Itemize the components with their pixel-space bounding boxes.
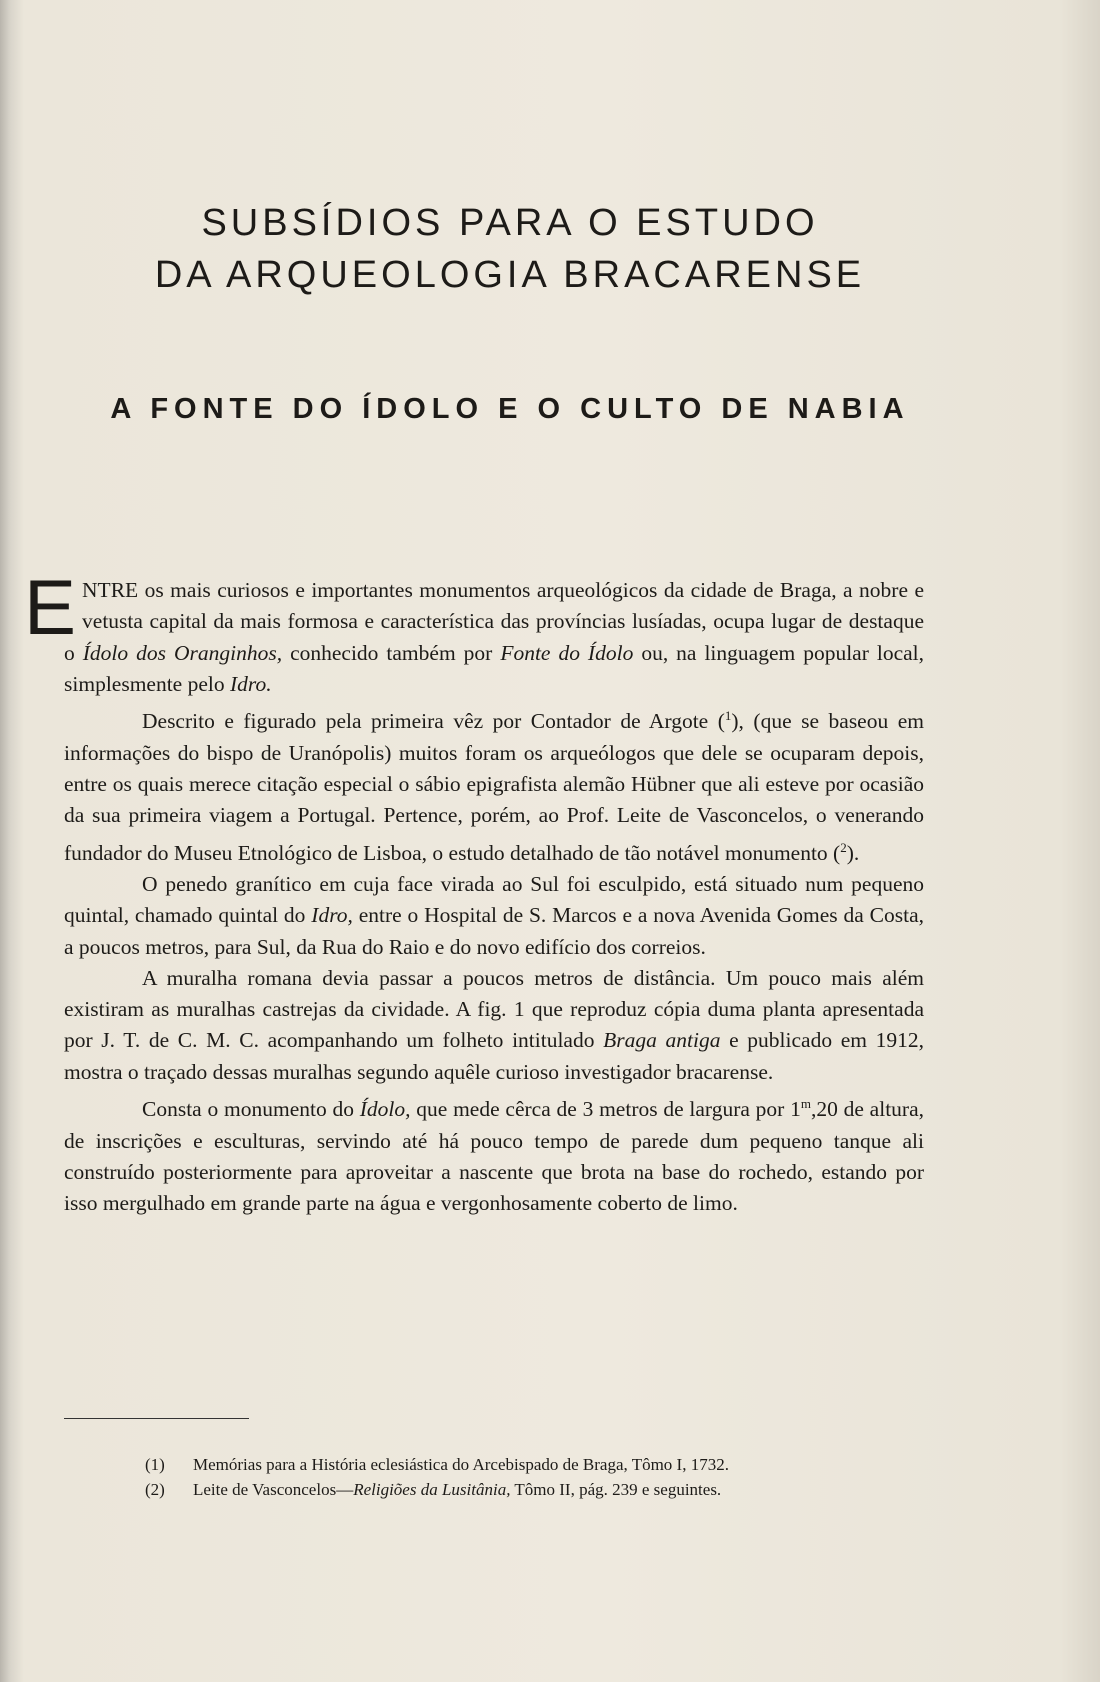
title-line-1: SUBSÍDIOS PARA O ESTUDO [201, 202, 819, 244]
text-run: A muralha romana devia passar a poucos metros de distância. Um pouco mais além existiram as muralhas castrejas da cividade. A fig. 1 que reproduz cópia duma planta apresentada por J. T. de C. M. C. acompanhando um folheto intitulado [64, 965, 924, 1053]
footnote-ref: 1 [724, 708, 732, 724]
footnote-number: (2) [145, 1480, 165, 1499]
italic-text: Fonte do Ídolo [500, 640, 634, 665]
superscript: m [800, 1096, 811, 1112]
title-line-2: DA ARQUEOLOGIA BRACARENSE [154, 254, 866, 296]
paragraph-1 [24, 563, 925, 700]
footnote-text: Memórias para a História eclesiástica do Arcebispado de Braga, Tômo I, 1732. [193, 1455, 729, 1474]
text-run: ou, na linguagem popular local, simplesmente pelo [64, 640, 925, 696]
footnote-1 [145, 1452, 925, 1477]
footnote-2 [145, 1477, 925, 1502]
paragraph-2 [64, 700, 924, 869]
italic-text: Idro. [230, 671, 272, 696]
footnote-text: Leite de Vasconcelos— [193, 1480, 354, 1499]
footnotes [145, 1452, 925, 1502]
text-run: NTRE os mais curiosos e importantes monumentos arqueológicos da cidade de Braga, a nobre e vetusta capital da mais formosa e característica das províncias lusíadas, ocupa lugar de destaque o [64, 578, 924, 665]
text-run: O penedo granítico em cuja face virada ao Sul foi esculpido, está situado num pequeno quintal, chamado quintal do [64, 871, 924, 928]
drop-cap: E [24, 563, 77, 651]
text-run: que mede cêrca de 3 metros de largura por 1 [410, 1097, 801, 1122]
footnote-number: (1) [145, 1455, 165, 1474]
text-run: entre o Hospital de S. Marcos e a nova Avenida Gomes da Costa, a poucos metros, para Sul, da Rua do Raio e do novo edifício dos correios. [64, 903, 924, 959]
footnote-text: Tômo II, pág. 239 e seguintes. [510, 1480, 722, 1499]
footnote-separator [64, 1418, 249, 1419]
text-run: e publicado em 1912, mostra o traçado dessas muralhas segundo aquêle curioso investigador bracarense. [64, 1028, 924, 1084]
italic-text: Religiões da Lusitânia, [353, 1480, 511, 1499]
text-run: ). [846, 840, 860, 865]
italic-text: Idro, [311, 903, 353, 928]
italic-text: Ídolo dos Oranginhos, [82, 640, 283, 665]
paragraph-5 [64, 1088, 924, 1219]
text-run: ,20 de altura, de inscrições e esculturas, servindo até há pouco tempo de parede dum pequeno tanque ali construído posteriormente para aproveitar a nascente que brota na base do rochedo, estando por isso mergulhado em grande parte na água e vergonhosamente coberto de limo. [64, 1097, 924, 1216]
italic-text: Braga antiga [603, 1028, 721, 1053]
text-run: Descrito e figurado pela primeira vêz por Contador de Argote ( [142, 709, 725, 734]
text-run: Consta o monumento do [142, 1097, 360, 1122]
footnote-ref: 2 [840, 839, 847, 855]
italic-text: Ídolo, [359, 1097, 411, 1122]
article-body [24, 563, 925, 1219]
subtitle: A FONTE DO ÍDOLO E O CULTO DE NABIA [110, 393, 910, 425]
paragraph-3 [64, 869, 924, 963]
text-run: ), (que se baseou em informações do bispo de Uranópolis) muitos foram os arqueólogos que dele se ocuparam depois, entre os quais merece citação especial o sábio epigrafista alemão Hübner que ali esteve por ocasião da sua primeira viagem a Portugal. Pertence, porém, ao Prof. Leite de Vasconcelos, o venerando fundador do Museu Etnológico de Lisboa, o estudo detalhado de tão notável monumento ( [64, 709, 924, 865]
paragraph-4 [64, 963, 924, 1088]
text-run: conhecido também por [282, 640, 501, 665]
